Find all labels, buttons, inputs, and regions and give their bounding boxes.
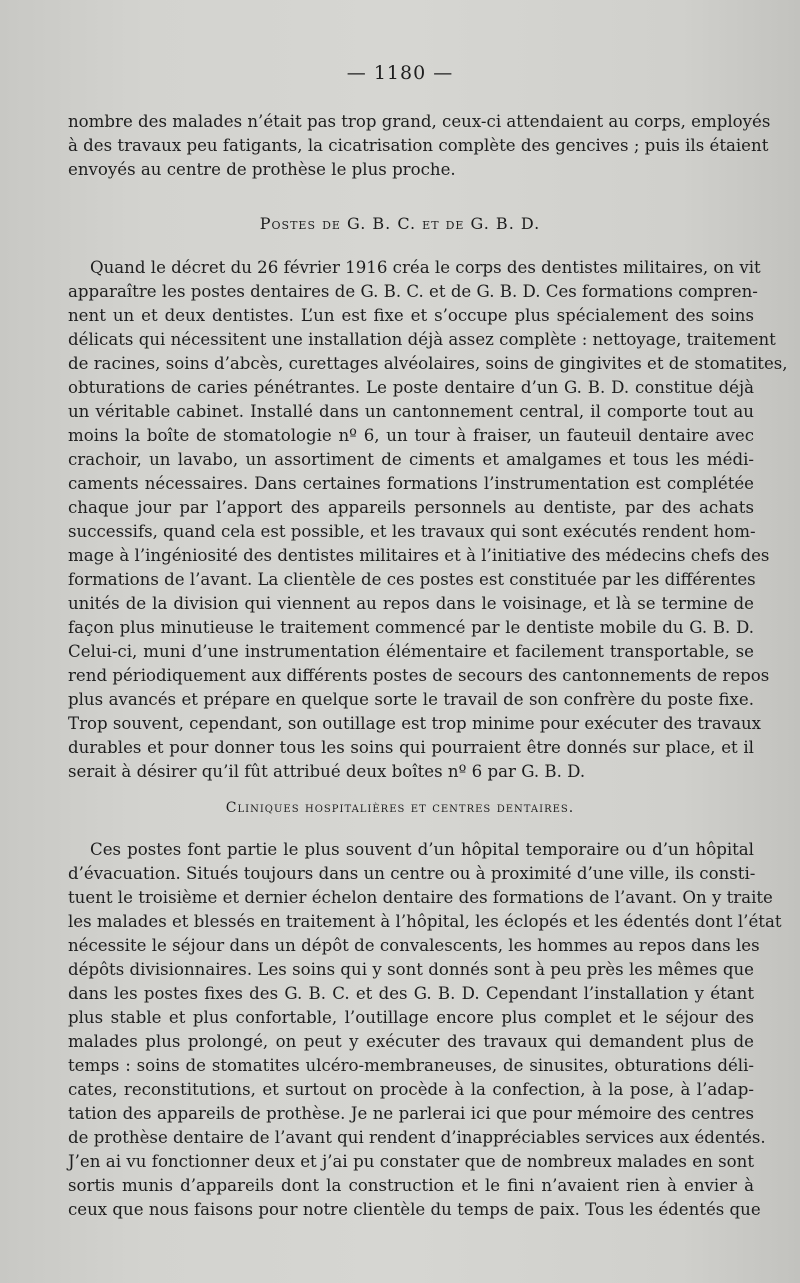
- text-line: envoyés au centre de prothèse le plus proche.: [68, 160, 456, 179]
- text-line: durables et pour donner tous les soins qui pourraient être donnés sur place, et il: [68, 738, 754, 757]
- text-line: nécessite le séjour dans un dépôt de convalescents, les hommes au repos dans les: [68, 936, 760, 955]
- text-line: nombre des malades n’était pas trop grand, ceux-ci attendaient au corps, employés: [68, 112, 771, 131]
- text-line: à des travaux peu fatigants, la cicatrisation complète des gencives ; puis ils étaient: [68, 136, 769, 155]
- section-heading-cliniques: Cliniques hospitalières et centres dentaires.: [225, 800, 575, 816]
- text-line: obturations de caries pénétrantes. Le poste dentaire d’un G. B. D. constitue déjà: [68, 378, 754, 397]
- text-line: Celui-ci, muni d’une instrumentation élémentaire et facilement transportable, se: [68, 642, 754, 661]
- text-line: crachoir, un lavabo, un assortiment de ciments et amalgames et tous les médi-: [68, 450, 754, 469]
- text-line: mage à l’ingéniosité des dentistes militaires et à l’initiative des médecins chefs des: [68, 546, 770, 565]
- intro-paragraph: [68, 110, 771, 182]
- text-line: rend périodiquement aux différents postes de secours des cantonnements de repos: [68, 666, 770, 685]
- text-line: formations de l’avant. La clientèle de ces postes est constituée par les différentes: [68, 570, 756, 589]
- text-line: de prothèse dentaire de l’avant qui rendent d’inappréciables services aux édentés.: [68, 1128, 766, 1147]
- text-line: cates, reconstitutions, et surtout on procède à la confection, à la pose, à l’adap-: [68, 1080, 754, 1099]
- text-line: un véritable cabinet. Installé dans un cantonnement central, il comporte tout au: [68, 402, 754, 421]
- text-line: Ces postes font partie le plus souvent d’un hôpital temporaire ou d’un hôpital: [90, 840, 754, 859]
- page-number: — 1180 —: [346, 62, 454, 84]
- text-line: délicats qui nécessitent une installation déjà assez complète : nettoyage, traitement: [68, 330, 776, 349]
- text-line: d’évacuation. Situés toujours dans un centre ou à proximité d’une ville, ils consti-: [68, 864, 756, 883]
- text-line: malades plus prolongé, on peut y exécuter des travaux qui demandent plus de: [68, 1032, 754, 1051]
- text-line: apparaître les postes dentaires de G. B. C. et de G. B. D. Ces formations compren-: [68, 282, 758, 301]
- text-line: les malades et blessés en traitement à l’hôpital, les éclopés et les édentés dont l’état: [68, 912, 782, 931]
- text-line: dans les postes fixes des G. B. C. et des G. B. D. Cependant l’installation y étant: [68, 984, 754, 1003]
- text-line: dépôts divisionnaires. Les soins qui y sont donnés sont à peu près les mêmes que: [68, 960, 754, 979]
- text-line: de racines, soins d’abcès, curettages alvéolaires, soins de gingivites et de stomatites,: [68, 354, 788, 373]
- text-line: tation des appareils de prothèse. Je ne parlerai ici que pour mémoire des centres: [68, 1104, 754, 1123]
- text-line: sortis munis d’appareils dont la construction et le fini n’avaient rien à envier à: [68, 1176, 754, 1195]
- text-line: temps : soins de stomatites ulcéro-membraneuses, de sinusites, obturations déli-: [68, 1056, 754, 1075]
- text-line: plus avancés et prépare en quelque sorte le travail de son confrère du poste fixe.: [68, 690, 754, 709]
- section-paragraph-postes: [68, 256, 788, 784]
- text-line: Quand le décret du 26 février 1916 créa le corps des dentistes militaires, on vit: [90, 258, 761, 277]
- text-line: tuent le troisième et dernier échelon dentaire des formations de l’avant. On y traite: [68, 888, 773, 907]
- text-line: serait à désirer qu’il fût attribué deux boîtes nº 6 par G. B. D.: [68, 762, 586, 781]
- text-line: successifs, quand cela est possible, et les travaux qui sont exécutés rendent hom-: [68, 522, 756, 541]
- text-line: nent un et deux dentistes. L’un est fixe et s’occupe plus spécialement des soins: [68, 306, 754, 325]
- text-line: caments nécessaires. Dans certaines formations l’instrumentation est complétée: [68, 474, 754, 493]
- text-line: ceux que nous faisons pour notre clientèle du temps de paix. Tous les édentés que: [68, 1200, 761, 1219]
- text-line: Trop souvent, cependant, son outillage est trop minime pour exécuter des travaux: [68, 714, 762, 733]
- text-line: plus stable et plus confortable, l’outillage encore plus complet et le séjour des: [68, 1008, 754, 1027]
- section-heading-postes: Postes de G. B. C. et de G. B. D.: [259, 214, 541, 233]
- text-line: J’en ai vu fonctionner deux et j’ai pu constater que de nombreux malades en sont: [68, 1152, 754, 1171]
- text-line: unités de la division qui viennent au repos dans le voisinage, et là se termine de: [68, 594, 754, 613]
- text-line: moins la boîte de stomatologie nº 6, un tour à fraiser, un fauteuil dentaire avec: [68, 426, 754, 445]
- text-line: façon plus minutieuse le traitement commencé par le dentiste mobile du G. B. D.: [68, 618, 754, 637]
- section-paragraph-cliniques: [68, 838, 782, 1222]
- text-line: chaque jour par l’apport des appareils personnels au dentiste, par des achats: [68, 498, 754, 517]
